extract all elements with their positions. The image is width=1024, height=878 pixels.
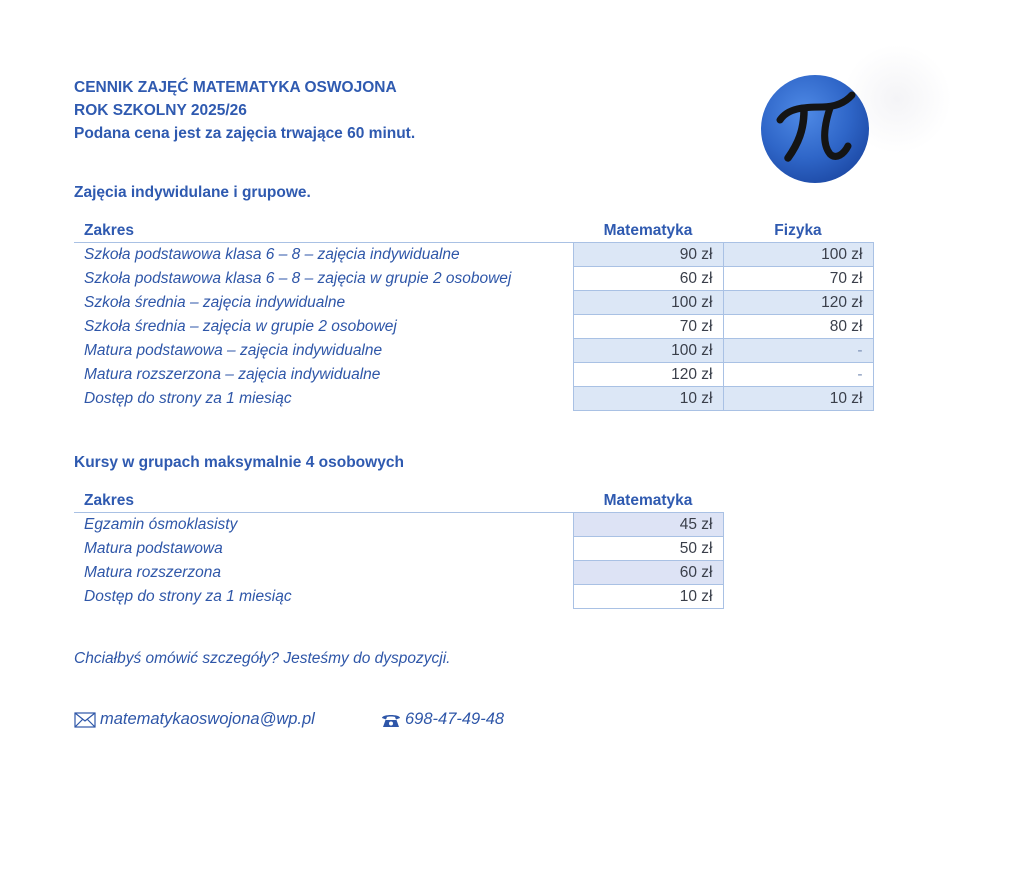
math-price: 10 zł (573, 387, 723, 411)
column-header-zakres: Zakres (74, 220, 573, 243)
row-label: Szkoła średnia – zajęcia w grupie 2 osobowej (84, 317, 397, 335)
phone-contact[interactable] (381, 710, 504, 729)
table-row (74, 243, 873, 267)
email-address[interactable]: matematykaoswojona@wp.pl (100, 710, 315, 728)
duration-note: Podana cena jest za zajęcia trwające 60 minut. (74, 125, 416, 142)
row-label: Egzamin ósmoklasisty (84, 515, 238, 533)
row-label: Matura rozszerzona (84, 563, 221, 581)
page-title: CENNIK ZAJĘĆ MATEMATYKA OSWOJONA (74, 79, 397, 96)
table-row (74, 267, 873, 291)
row-label: Szkoła podstawowa klasa 6 – 8 – zajęcia w grupie 2 osobowej (84, 269, 512, 287)
physics-price: 80 zł (723, 315, 873, 339)
table-row (74, 513, 723, 537)
row-label: Matura podstawowa – zajęcia indywidualne (84, 341, 383, 359)
table-row (74, 339, 873, 363)
price-table-courses (74, 490, 724, 609)
phone-number[interactable]: 698-47-49-48 (405, 710, 505, 728)
school-year: ROK SZKOLNY 2025/26 (74, 102, 247, 119)
price-table-individual (74, 220, 874, 411)
row-label: Dostęp do strony za 1 miesiąc (84, 587, 292, 605)
table-row (74, 537, 723, 561)
physics-price: - (723, 363, 873, 387)
column-header-zakres: Zakres (74, 490, 573, 513)
telephone-icon (381, 712, 401, 728)
math-price: 50 zł (573, 537, 723, 561)
row-label: Szkoła podstawowa klasa 6 – 8 – zajęcia indywidualne (84, 245, 460, 263)
math-price: 60 zł (573, 267, 723, 291)
math-price: 70 zł (573, 315, 723, 339)
physics-price: - (723, 339, 873, 363)
table-row (74, 291, 873, 315)
physics-price: 70 zł (723, 267, 873, 291)
price-list-header (74, 76, 415, 145)
math-price: 60 zł (573, 561, 723, 585)
math-price: 120 zł (573, 363, 723, 387)
row-label: Szkoła średnia – zajęcia indywidualne (84, 293, 346, 311)
pi-logo-icon (760, 74, 870, 184)
column-header-math: Matematyka (573, 220, 723, 243)
email-contact[interactable] (74, 710, 315, 729)
physics-price: 100 zł (723, 243, 873, 267)
math-price: 10 zł (573, 585, 723, 609)
contact-invitation: Chciałbyś omówić szczegóły? Jesteśmy do dyspozycji. (74, 650, 451, 667)
table-row (74, 363, 873, 387)
math-price: 45 zł (573, 513, 723, 537)
table-row (74, 561, 723, 585)
column-header-physics: Fizyka (723, 220, 873, 243)
section-title-courses: Kursy w grupach maksymalnie 4 osobowych (74, 454, 404, 471)
row-label: Matura rozszerzona – zajęcia indywidualne (84, 365, 381, 383)
math-price: 90 zł (573, 243, 723, 267)
row-label: Dostęp do strony za 1 miesiąc (84, 389, 292, 407)
section-title-individual: Zajęcia indywidulane i grupowe. (74, 184, 311, 201)
table-row (74, 387, 873, 411)
math-price: 100 zł (573, 291, 723, 315)
math-price: 100 zł (573, 339, 723, 363)
row-label: Matura podstawowa (84, 539, 223, 557)
table-row (74, 585, 723, 609)
physics-price: 10 zł (723, 387, 873, 411)
column-header-math: Matematyka (573, 490, 723, 513)
envelope-icon (74, 712, 96, 728)
physics-price: 120 zł (723, 291, 873, 315)
table-row (74, 315, 873, 339)
